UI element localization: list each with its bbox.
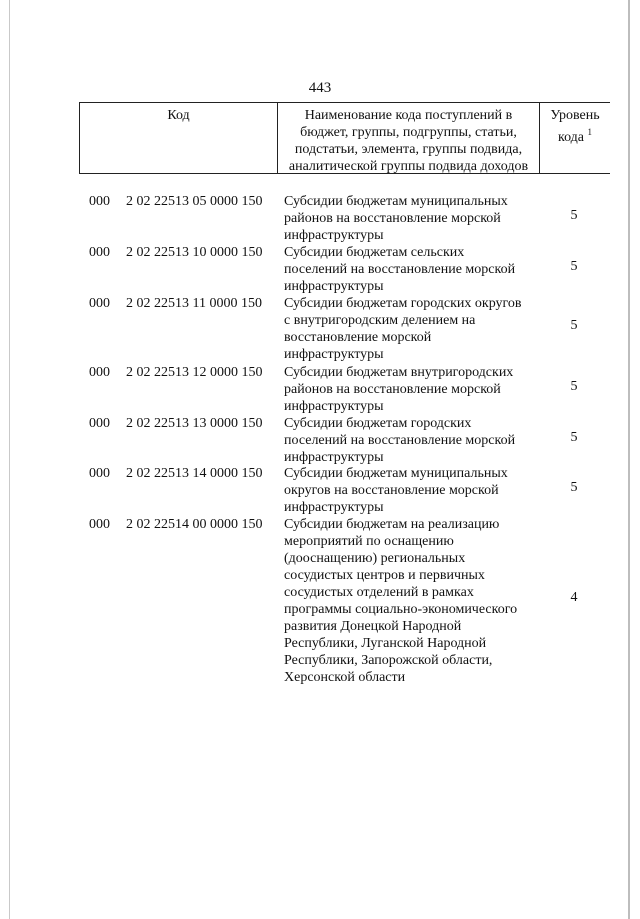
- row-prefix: 000: [89, 517, 110, 532]
- row-name-line: поселений на восстановление морской: [284, 433, 516, 448]
- row-name-line: развития Донецкой Народной: [284, 619, 462, 634]
- header-level-text: кода: [557, 130, 585, 145]
- header-level: [539, 103, 610, 173]
- row-name-line: сосудистых центров и первичных: [284, 568, 485, 583]
- row-name-line: Субсидии бюджетам муниципальных: [284, 466, 508, 481]
- row-prefix: 000: [89, 466, 110, 481]
- row-name-line: с внутригородским делением на: [284, 313, 476, 328]
- row-name-line: Субсидии бюджетам городских: [284, 416, 472, 431]
- row-code: 2 02 22513 05 0000 150: [126, 194, 263, 209]
- header-name: [277, 103, 539, 173]
- row-level: 5: [570, 430, 578, 445]
- row-level: 4: [570, 590, 578, 605]
- row-name: [284, 465, 540, 516]
- header-level-line1: Уровень: [550, 108, 600, 123]
- row-name: [284, 193, 540, 244]
- row-name-line: инфраструктуры: [284, 347, 384, 362]
- row-name-line: Субсидии бюджетам муниципальных: [284, 194, 508, 209]
- row-name: [284, 415, 540, 466]
- row-name-line: мероприятий по оснащению: [284, 534, 454, 549]
- header-name-line: подстатьи, элемента, группы подвида,: [294, 142, 523, 157]
- row-name: [284, 295, 540, 363]
- table-row: [0, 465, 640, 516]
- page-number: 443: [308, 80, 332, 96]
- row-name-line: инфраструктуры: [284, 399, 384, 414]
- row-code: 2 02 22513 11 0000 150: [126, 296, 262, 311]
- table-row: [0, 364, 640, 415]
- row-level: 5: [570, 208, 578, 223]
- row-prefix: 000: [89, 194, 110, 209]
- row-name-line: Республики, Луганской Народной: [284, 636, 487, 651]
- row-name-line: Республики, Запорожской области,: [284, 653, 493, 668]
- row-prefix: 000: [89, 245, 110, 260]
- row-name-line: Херсонской области: [284, 670, 406, 685]
- row-name-line: инфраструктуры: [284, 279, 384, 294]
- row-name-line: восстановление морской: [284, 330, 432, 345]
- row-level: 5: [570, 259, 578, 274]
- header-name-line: Наименование кода поступлений в: [304, 108, 513, 123]
- table-row: [0, 516, 640, 686]
- table-row: [0, 244, 640, 295]
- row-level: 5: [570, 480, 578, 495]
- row-code: 2 02 22513 10 0000 150: [126, 245, 263, 260]
- row-name: [284, 516, 540, 686]
- table-row: [0, 295, 640, 363]
- row-prefix: 000: [89, 416, 110, 431]
- row-name-line: округов на восстановление морской: [284, 483, 499, 498]
- row-name: [284, 244, 540, 295]
- row-name-line: районов на восстановление морской: [284, 211, 501, 226]
- row-code: 2 02 22514 00 0000 150: [126, 517, 263, 532]
- row-level: 5: [570, 318, 578, 333]
- row-name-line: Субсидии бюджетам внутригородских: [284, 365, 514, 380]
- table-header: [79, 102, 610, 174]
- header-name-line: аналитической группы подвида доходов: [288, 159, 529, 174]
- row-name-line: Субсидии бюджетам сельских: [284, 245, 465, 260]
- row-name-line: сосудистых отделений в рамках: [284, 585, 474, 600]
- row-name-line: инфраструктуры: [284, 500, 384, 515]
- row-code: 2 02 22513 13 0000 150: [126, 416, 263, 431]
- row-name-line: программы социально-экономического: [284, 602, 518, 617]
- row-name-line: поселений на восстановление морской: [284, 262, 516, 277]
- row-level: 5: [570, 379, 578, 394]
- row-code: 2 02 22513 12 0000 150: [126, 365, 263, 380]
- table-row: [0, 193, 640, 244]
- row-name-line: инфраструктуры: [284, 228, 384, 243]
- header-code: Код: [79, 103, 277, 173]
- header-level-line2: [540, 124, 610, 146]
- row-name-line: Субсидии бюджетам городских округов: [284, 296, 522, 311]
- row-prefix: 000: [89, 365, 110, 380]
- header-level-footnote: 1: [587, 127, 593, 137]
- row-name-line: инфраструктуры: [284, 450, 384, 465]
- row-prefix: 000: [89, 296, 110, 311]
- row-code: 2 02 22513 14 0000 150: [126, 466, 263, 481]
- row-name: [284, 364, 540, 415]
- row-name-line: районов на восстановление морской: [284, 382, 501, 397]
- row-name-line: (дооснащению) региональных: [284, 551, 466, 566]
- table-row: [0, 415, 640, 466]
- row-name-line: Субсидии бюджетам на реализацию: [284, 517, 500, 532]
- header-name-line: бюджет, группы, подгруппы, статьи,: [300, 125, 517, 140]
